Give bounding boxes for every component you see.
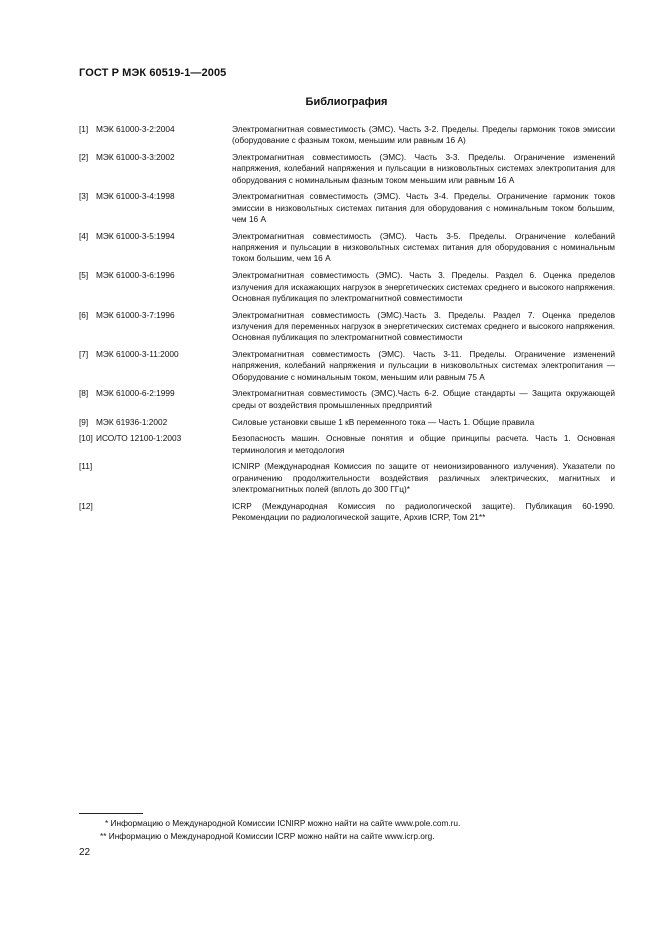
entry-number: [2] bbox=[79, 152, 89, 163]
entry-description: Электромагнитная совместимость (ЭМС). Часть 3-3. Пределы. Ограничение изменений напряжения, колебаний напряжения и пульсации в низковольтных системах электропитания для оборудования с номинальным фазным током меньшим или равным 16 А bbox=[232, 152, 615, 185]
entry-number: [5] bbox=[79, 270, 89, 281]
entry-description: Силовые установки свыше 1 кВ переменного тока — Часть 1. Общие правила bbox=[232, 416, 535, 427]
entry-number: [1] bbox=[79, 124, 89, 134]
entry-description: Электромагнитная совместимость (ЭМС).Часть 6-2. Общие стандарты — Защита окружающей среды от воздействия промышленных предприятий bbox=[232, 388, 615, 410]
entry-code: МЭК 61000-3-7:1996 bbox=[96, 309, 175, 320]
bibliography-entry bbox=[79, 310, 615, 344]
entry-number: [8] bbox=[79, 388, 89, 399]
bibliography-entry bbox=[79, 349, 615, 383]
footnote-separator bbox=[79, 813, 143, 814]
entry-number: [4] bbox=[79, 230, 89, 241]
bibliography-entry bbox=[79, 417, 615, 428]
entry-code: МЭК 61000-3-5:1994 bbox=[96, 230, 175, 241]
bibliography-entry bbox=[79, 270, 615, 304]
section-title: Библиография bbox=[305, 96, 388, 108]
entry-number: [10] bbox=[79, 433, 93, 444]
footnote: * Информацию о Международной Комиссии ICNIRP можно найти на сайте www.pole.com.ru. bbox=[105, 818, 461, 828]
document-header: ГОСТ Р МЭК 60519-1—2005 bbox=[79, 67, 227, 79]
entry-description: Электромагнитная совместимость (ЭМС). Часть 3-2. Пределы. Пределы гармоник токов эмиссии (оборудование с фазным током, меньшим или равным 16 А) bbox=[232, 124, 615, 146]
entry-description: Электромагнитная совместимость (ЭМС). Часть 3-5. Пределы. Ограничение колебаний напряжения и пульсации в низковольтных системах питания для оборудования с номинальным током большим, чем 16 А bbox=[232, 230, 615, 264]
entry-code: МЭК 61000-3-6:1996 bbox=[96, 270, 175, 281]
bibliography-entry bbox=[79, 152, 615, 186]
entry-number: [3] bbox=[79, 191, 89, 202]
entry-number: [11] bbox=[79, 461, 93, 472]
entry-description: Электромагнитная совместимость (ЭМС). Часть 3-11. Пределы. Ограничение изменений напряжения, колебаний напряжения и пульсации в низковольтных системах электропитания — Оборудование с номинальным током, меньшим или равным 75 А bbox=[232, 349, 615, 382]
entry-description: ICNIRP (Международная Комиссия по защите от неионизированного излучения). Указатели по ограничению продолжительности воздействия различных электрических, магнитных и электромагнитных полей (вплоть до 300 ГГц)* bbox=[232, 461, 615, 495]
bibliography-entry bbox=[79, 191, 615, 225]
entry-code: МЭК 61000-6-2:1999 bbox=[96, 388, 175, 399]
bibliography-entry bbox=[79, 231, 615, 265]
entry-code: МЭК 61000-3-4:1998 bbox=[96, 191, 175, 202]
bibliography-entry bbox=[79, 433, 615, 456]
footnote: ** Информацию о Международной Комиссии ICRP можно найти на сайте www.icrp.org. bbox=[100, 830, 435, 841]
entry-description: Безопасность машин. Основные понятия и общие принципы расчета. Часть 1. Основная терминология и методология bbox=[232, 433, 615, 455]
entry-number: [9] bbox=[79, 416, 89, 427]
entry-number: [7] bbox=[79, 349, 89, 360]
entry-code bbox=[96, 461, 232, 495]
page-number: 22 bbox=[79, 847, 91, 858]
bibliography-entry bbox=[79, 124, 615, 147]
footnotes bbox=[79, 817, 619, 842]
bibliography-entry bbox=[79, 461, 615, 495]
entry-code: МЭК 61936-1:2002 bbox=[96, 416, 168, 427]
entry-number: [6] bbox=[79, 309, 89, 320]
bibliography-entry bbox=[79, 388, 615, 411]
entry-description: Электромагнитная совместимость (ЭМС). Часть 3. Пределы. Раздел 6. Оценка пределов излучения для искажающих нагрузок в энергетических системах среднего и высокого напряжения. Основная публикация по электромагнитной совместимости bbox=[232, 270, 615, 303]
entry-code: МЭК 61000-3-2:2004 bbox=[96, 124, 175, 134]
entry-code: МЭК 61000-3-3:2002 bbox=[96, 152, 175, 163]
entry-description: Электромагнитная совместимость (ЭМС). Часть 3-4. Пределы. Ограничение гармоник токов эмиссии в низковольтных системах питания для оборудования с номинальным током большим, чем 16 А bbox=[232, 191, 615, 225]
bibliography-list bbox=[79, 124, 615, 529]
entry-code: ИСО/ТО 12100-1:2003 bbox=[96, 433, 182, 444]
entry-code bbox=[96, 501, 232, 524]
entry-description: ICRP (Международная Комиссия по радиологической защите). Публикация 60-1990. Рекомендации по радиологической защите, Архив ICRP, Том 21** bbox=[232, 500, 615, 523]
entry-description: Электромагнитная совместимость (ЭМС).Часть 3. Пределы. Раздел 7. Оценка пределов излучения для переменных нагрузок в энергетических системах среднего и высокого напряжения. Основная публикация по электромагнитной совместимости bbox=[232, 309, 615, 343]
bibliography-entry bbox=[79, 501, 615, 524]
entry-code: МЭК 61000-3-11:2000 bbox=[96, 349, 179, 360]
entry-number: [12] bbox=[79, 500, 93, 511]
